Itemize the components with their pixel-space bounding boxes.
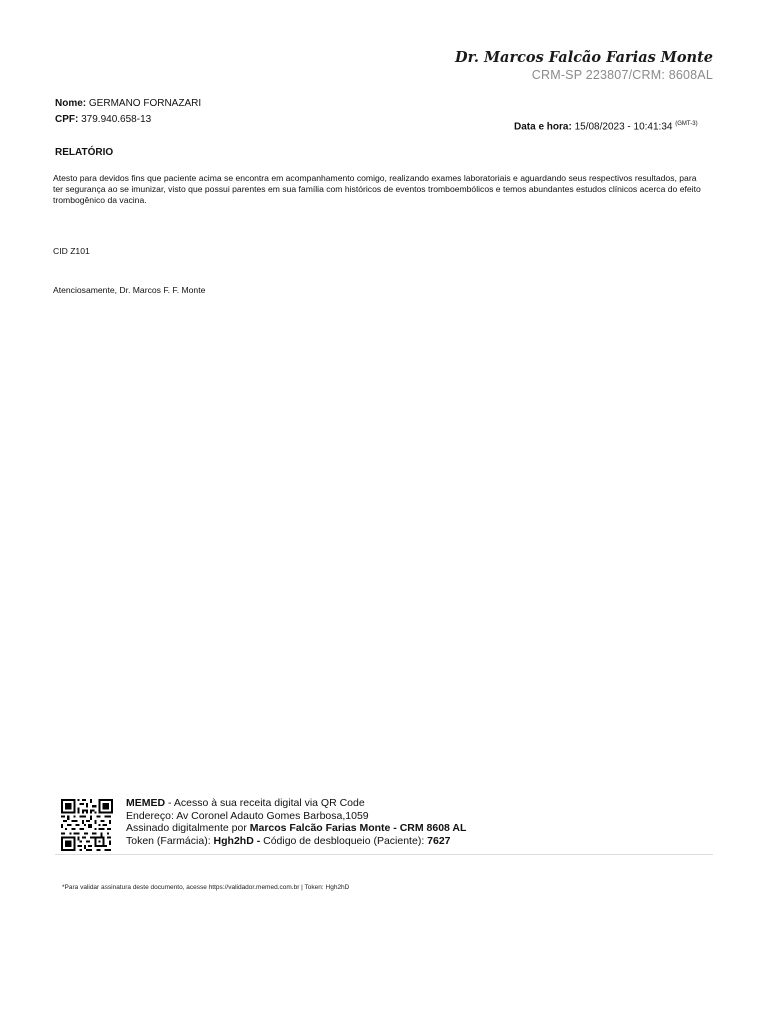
doctor-crm: CRM-SP 223807/CRM: 8608AL bbox=[531, 68, 713, 82]
token-value: Hgh2hD - bbox=[213, 834, 261, 847]
signed-prefix: Assinado digitalmente por bbox=[126, 822, 250, 834]
qr-code[interactable] bbox=[61, 799, 113, 851]
report-cid: CID Z101 bbox=[53, 246, 90, 256]
report-title: RELATÓRIO bbox=[55, 147, 114, 158]
footer-divider bbox=[55, 854, 713, 855]
token-label: Token (Farmácia): bbox=[126, 834, 214, 847]
memed-footer bbox=[126, 797, 466, 847]
patient-cpf-label: CPF: bbox=[55, 114, 79, 125]
signed-name: Marcos Falcão Farias Monte - CRM 8608 AL bbox=[249, 822, 467, 834]
patient-name-value: GERMANO FORNAZARI bbox=[88, 98, 202, 109]
datetime-timezone: (GMT-3) bbox=[675, 121, 698, 127]
token-line bbox=[126, 835, 466, 848]
patient-cpf-field bbox=[55, 114, 151, 125]
unlock-value: 7627 bbox=[427, 834, 451, 847]
address-line: Endereço: Av Coronel Adauto Gomes Barbosa,1059 bbox=[126, 809, 369, 822]
doctor-name: Dr. Marcos Falcão Farias Monte bbox=[455, 49, 713, 66]
datetime-value: 15/08/2023 - 10:41:34 bbox=[574, 121, 673, 133]
patient-name-label: Nome: bbox=[55, 98, 87, 109]
report-signoff: Atenciosamente, Dr. Marcos F. F. Monte bbox=[53, 285, 206, 295]
report-body: Atesto para devidos fins que paciente acima se encontra em acompanhamento comigo, realizando exames laboratoriais e aguardando seus respectivos resultados, para ter segurança ao se imunizar, visto que possui parentes em sua família com históricos de eventos tromboembólicos e temos abundantes estudos clínicos acerca do efeito trombogênico da vacina. bbox=[53, 173, 701, 205]
validation-note: *Para validar assinatura deste documento, acesse https://validador.memed.com.br | Token: Hgh2hD bbox=[62, 884, 350, 891]
signed-line bbox=[126, 822, 466, 835]
datetime-field bbox=[514, 121, 698, 132]
memed-brand: MEMED bbox=[126, 797, 166, 809]
unlock-label: Código de desbloqueio (Paciente): bbox=[260, 834, 428, 847]
patient-name-field bbox=[55, 98, 201, 109]
memed-access-text: - Acesso à sua receita digital via QR Code bbox=[165, 797, 365, 809]
datetime-label: Data e hora: bbox=[514, 121, 572, 133]
patient-cpf-value: 379.940.658-13 bbox=[81, 114, 152, 125]
memed-access-line bbox=[126, 797, 466, 810]
